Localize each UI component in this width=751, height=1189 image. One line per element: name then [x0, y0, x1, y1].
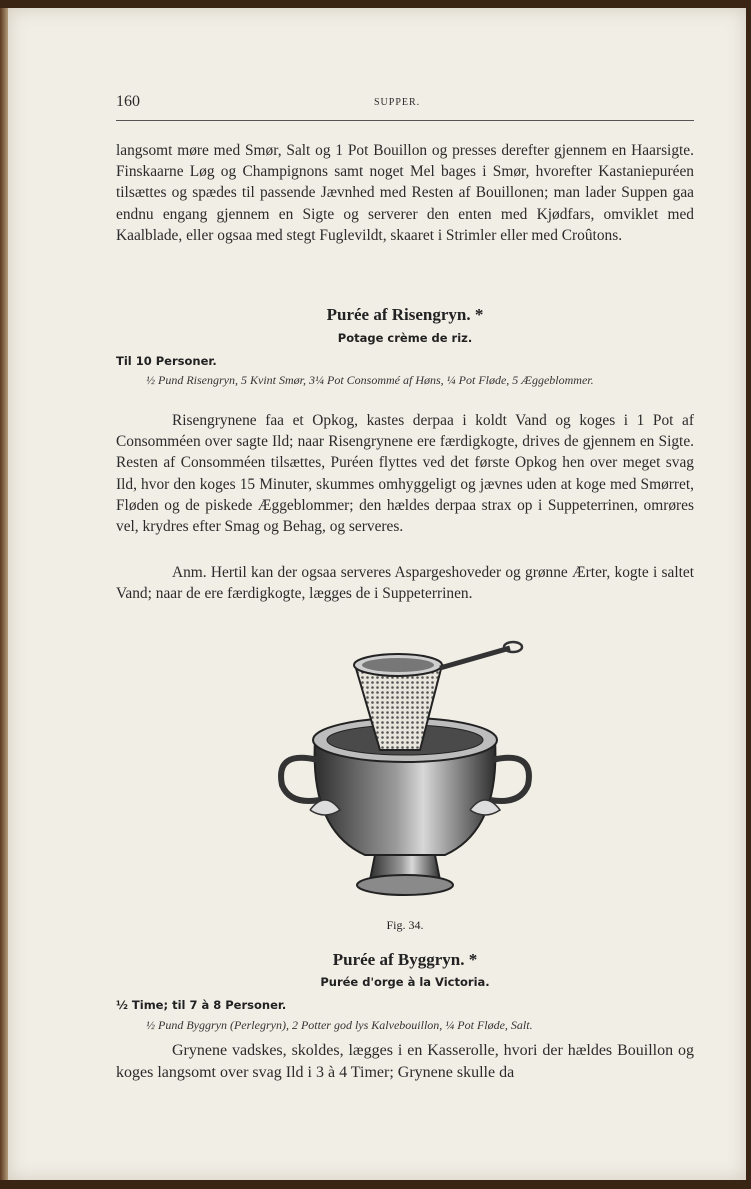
recipe-1-title: Purée af Risengryn. * [326, 305, 484, 324]
recipe-1-note: Anm. Hertil kan der ogsaa serveres Aspargeshoveder og grønne Ærter, kogte i saltet Vand; naar de ere færdigkogte, lægges de i Suppeterrinen. [116, 564, 694, 603]
intro-paragraph: langsomt møre med Smør, Salt og 1 Pot Bouillon og presses derefter gjennem en Haarsigte. Finskaarne Løg og Champignons samt noget Mel bages i Smør, hvorefter Kastaniepuréen tilsættes og spædes til passende Jævnhed med Resten af Bouillonen; man lader Suppen gaa endnu engang gjennem en Sigte og serverer den enten med Kjødfars, omviklet med Kaalblade, eller ogsaa med stegt Fuglevildt, skaaret i Strimler eller med Croûtons. [116, 142, 694, 244]
recipe-1-body: Risengrynene faa et Opkog, kastes derpaa i koldt Vand og koges i 1 Pot af Consomméen over sagte Ild; naar Risengrynene ere færdigkogte, drives de gjennem en Sigte. Resten af Consomméen tilsættes, Puréen flyttes ved det første Opkog hen over meget svag Ild, hvor den koges 15 Minuter, skummes omhyggeligt og jævnes uden at koge med Smørret, Fløden og de piskede Æggeblommer; den hældes derpaa strax op i Suppeterrinen, omrøres vel, krydres efter Smag og Behag, og serveres. [116, 412, 694, 536]
recipe-2-persons: ½ Time; til 7 à 8 Personer. [116, 998, 287, 1012]
page-number: 160 [116, 93, 140, 110]
figure-caption: Fig. 34. [386, 918, 424, 932]
running-head: SUPPER. [374, 97, 421, 108]
recipe-2-title: Purée af Byggryn. * [332, 950, 478, 969]
recipe-2-body: Grynene vadskes, skoldes, lægges i en Kasserolle, hvori der hældes Bouillon og koges langsomt over svag Ild i 3 à 4 Timer; Grynene skulle da [116, 1042, 694, 1081]
recipe-1-ingredients: ½ Pund Risengryn, 5 Kvint Smør, 3¼ Pot Consommé af Høns, ¼ Pot Fløde, 5 Æggeblommer. [146, 373, 594, 387]
recipe-2-subtitle: Purée d'orge à la Victoria. [320, 975, 490, 989]
header-rule [116, 120, 694, 121]
recipe-2-ingredients: ½ Pund Byggryn (Perlegryn), 2 Potter god lys Kalvebouillon, ¼ Pot Fløde, Salt. [146, 1018, 533, 1032]
recipe-1-persons: Til 10 Personer. [116, 354, 217, 368]
recipe-1-subtitle: Potage crème de riz. [337, 331, 473, 345]
soup-tureen-illustration [270, 640, 540, 920]
